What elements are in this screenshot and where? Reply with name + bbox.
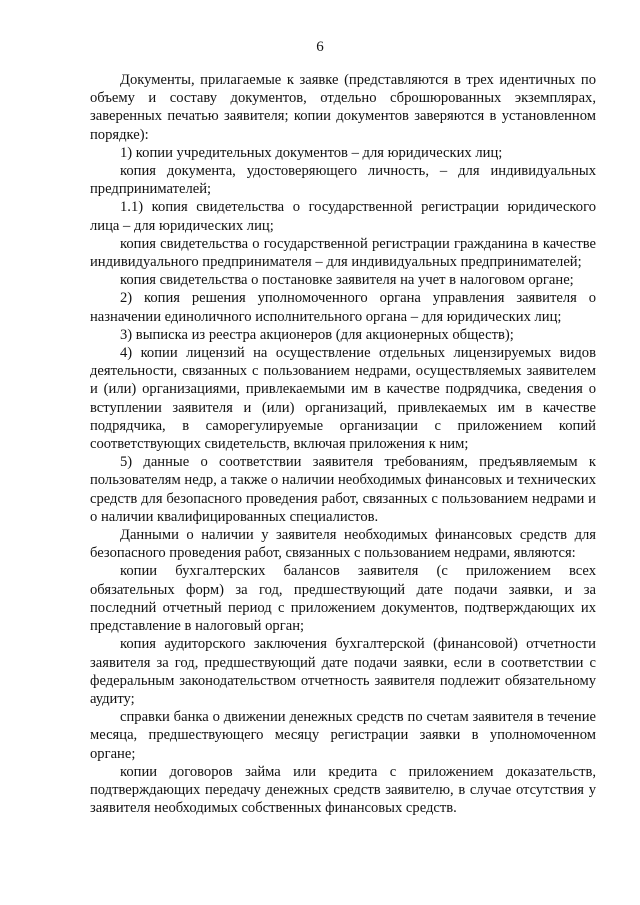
paragraph-entrepreneur-certificate: копия свидетельства о государственной регистрации гражданина в качестве индивидуального предпринимателя – для индивидуальных предпринимателей; — [90, 235, 596, 271]
paragraph-intro: Документы, прилагаемые к заявке (представляются в трех идентичных по объему и составу документов, отдельно сброшюрованных экземплярах, заверенных печатью заявителя; копии документов заверяются в установленном порядке): — [90, 72, 596, 143]
paragraph-item-4: 4) копии лицензий на осуществление отдельных лицензируемых видов деятельности, связанных с пользованием недрами, осуществляемых заявителем и (или) организациями, привлекаемыми им в качестве подрядчика, сведения о вступлении заявителя и (или) организаций, привлекаемых им в качестве подрядчика, в саморегулируемые организации с приложением копий соответствующих свидетельств, включая приложения к ним; — [90, 345, 596, 453]
paragraph-loan-agreements: копии договоров займа или кредита с приложением доказательств, подтверждающих передачу денежных средств заявителю, в случае отсутствия у заявителя необходимых собственных финансовых средств. — [90, 763, 596, 817]
paragraph-tax-certificate: копия свидетельства о постановке заявителя на учет в налоговом органе; — [120, 272, 574, 289]
paragraph-audit-report: копия аудиторского заключения бухгалтерской (финансовой) отчетности заявителя за год, предшествующий дате подачи заявки, если в соответствии с федеральным законодательством отчетность заявителя подлежит обязательному аудиту; — [90, 636, 596, 707]
paragraph-item-5: 5) данные о соответствии заявителя требованиям, предъявляемым к пользователям недр, а также о наличии необходимых финансовых и технических средств для безопасного проведения работ, связанных с пользованием недрами и о наличии квалифицированных специалистов. — [90, 454, 596, 525]
paragraph-item-1: 1) копии учредительных документов – для юридических лиц; — [120, 144, 503, 161]
page-number: 6 — [316, 39, 324, 55]
document-body — [90, 71, 596, 817]
paragraph-item-1-1: 1.1) копия свидетельства о государственной регистрации юридического лица – для юридических лиц; — [90, 199, 596, 234]
paragraph-bank-statements: справки банка о движении денежных средств по счетам заявителя в течение месяца, предшествующего месяцу регистрации заявки в уполномоченном органе; — [90, 709, 596, 762]
paragraph-balance-copies: копии бухгалтерских балансов заявителя (с приложением всех обязательных форм) за год, предшествующий дате подачи заявки, и за последний отчетный период с приложением документов, подтверждающих их представление в налоговый орган; — [90, 563, 596, 635]
paragraph-identity-copy: копия документа, удостоверяющего личность, – для индивидуальных предпринимателей; — [90, 163, 596, 198]
paragraph-item-2: 2) копия решения уполномоченного органа управления заявителя о назначении единоличного исполнительного органа – для юридических лиц; — [90, 290, 596, 325]
paragraph-financial-data-intro: Данными о наличии у заявителя необходимых финансовых средств для безопасного проведения работ, связанных с пользованием недрами, являются: — [90, 527, 596, 562]
paragraph-item-3: 3) выписка из реестра акционеров (для акционерных обществ); — [120, 326, 514, 343]
